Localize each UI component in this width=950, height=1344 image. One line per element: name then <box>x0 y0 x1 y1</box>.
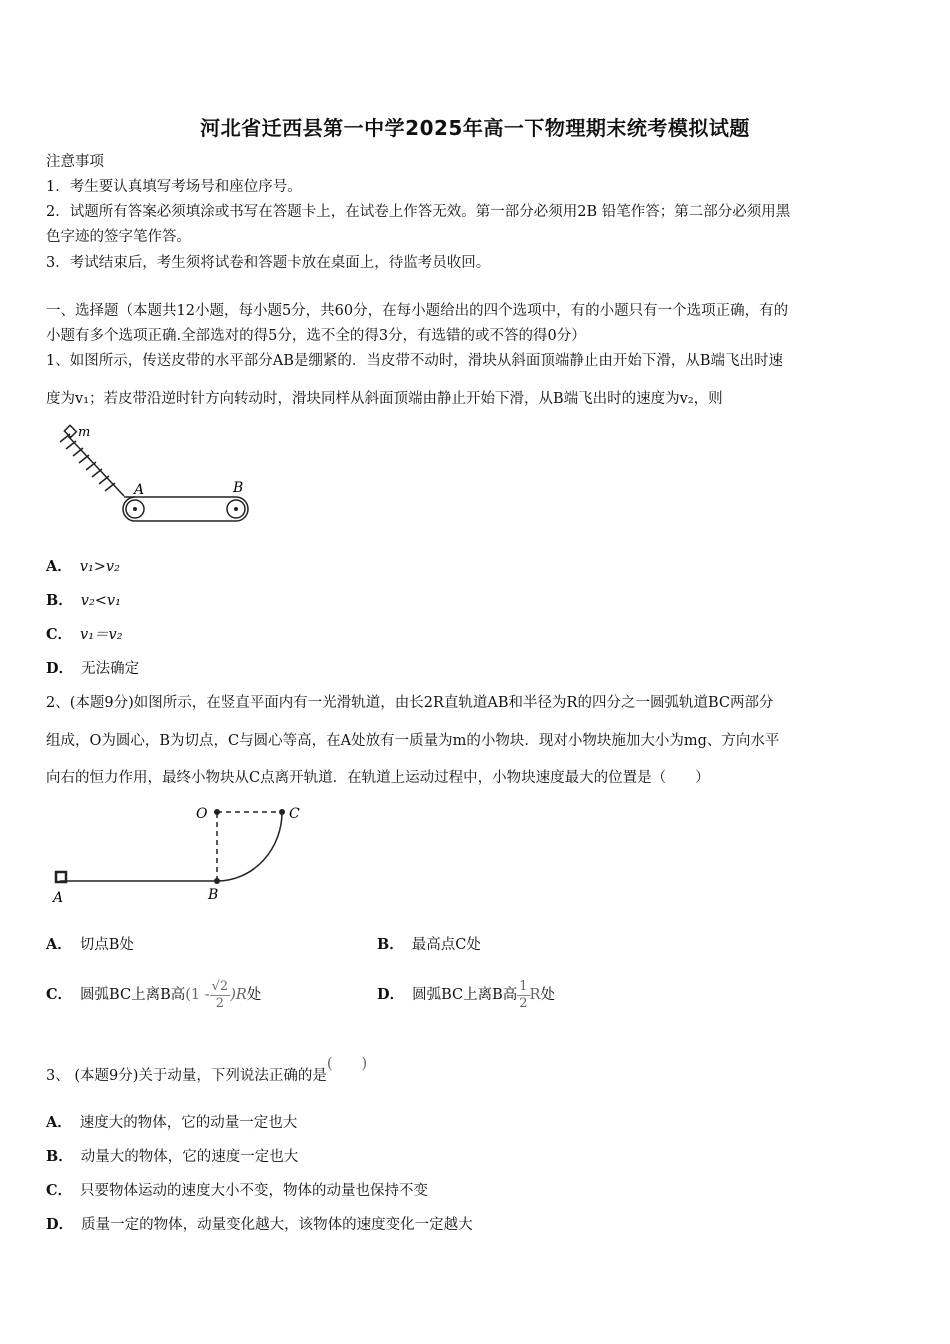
option-label: C． <box>46 626 73 643</box>
sqrt2-over-2-fraction <box>210 979 231 1012</box>
option-text: 速度大的物体，它的动量一定也大 <box>79 1115 298 1131</box>
section-heading-line: 小题有多个选项正确.全部选对的得5分，选不全的得3分，有选错的或不答的得0分） <box>46 328 586 344</box>
point-c-label: C <box>289 806 300 822</box>
notice-heading: 注意事项 <box>46 154 104 170</box>
incline-line <box>68 436 124 496</box>
q1-option-d <box>46 659 139 679</box>
fraction-numerator: √2 <box>211 978 229 994</box>
option-text-suffix: 处 <box>246 987 262 1003</box>
q1-option-c <box>46 625 123 645</box>
option-label: A． <box>46 1114 72 1131</box>
q3-stem <box>46 1056 906 1086</box>
q1-stem-line: 度为v₁；若皮带沿逆时针方向转动时，滑块同样从斜面顶端由静止开始下滑，从B端飞出时的速度为v₂，则 <box>46 391 723 407</box>
option-label: B． <box>46 592 73 609</box>
q3-option-c <box>46 1181 428 1201</box>
option-label: D． <box>46 1216 74 1233</box>
point-a-label: A <box>134 482 145 498</box>
option-text: 切点B处 <box>79 937 134 953</box>
fraction-denominator: 2 <box>215 995 225 1011</box>
math-suffix: R <box>529 987 541 1003</box>
math-suffix: )R <box>230 987 247 1003</box>
notice-item: 3．考试结束后，考生须将试卷和答题卡放在桌面上，待监考员收回。 <box>46 255 491 271</box>
option-text: 无法确定 <box>81 661 140 677</box>
q1-option-a <box>46 557 120 577</box>
q2-stem-line: 向右的恒力作用，最终小物块从C点离开轨道．在轨道上运动过程中，小物块速度最大的位置是（ ） <box>46 770 710 786</box>
q2-track-figure <box>46 800 316 910</box>
option-text: 圆弧BC上离B高 <box>80 987 186 1003</box>
option-label: C． <box>46 986 73 1003</box>
point-b-label: B <box>208 887 219 903</box>
arc-track-bc <box>217 812 282 881</box>
option-text: v₁>v₂ <box>79 559 120 575</box>
option-text: 只要物体运动的速度大小不变，物体的动量也保持不变 <box>80 1183 429 1199</box>
point-a-label: A <box>53 890 64 906</box>
q2-option-d <box>377 975 555 1015</box>
option-text: 圆弧BC上离B高 <box>412 987 518 1003</box>
point-b-label: B <box>233 480 244 496</box>
notice-item: 色字迹的签字笔作答。 <box>46 229 191 245</box>
math-prefix: (1 - <box>185 987 210 1003</box>
option-label: B． <box>46 1148 73 1165</box>
option-text: 最高点C处 <box>411 937 481 953</box>
page-title: 河北省迁西县第一中学2025年高一下物理期末统考模拟试题 <box>200 116 750 140</box>
q2-option-a <box>46 935 134 955</box>
q2-stem-line: 组成，O为圆心，B为切点，C与圆心等高，在A处放有一质量为m的小物块．现对小物块施加大小为mg、方向水平 <box>46 733 780 749</box>
fraction-denominator: 2 <box>519 995 528 1011</box>
option-text-suffix: 处 <box>540 987 555 1003</box>
option-label: A． <box>46 558 72 575</box>
notice-item: 2．试题所有答案必须填涂或书写在答题卡上，在试卷上作答无效。第一部分必须用2B 铅笔作答；第二部分必须用黑 <box>46 204 791 220</box>
q2-option-c <box>46 975 261 1015</box>
q1-stem-line: 1、如图所示，传送皮带的水平部分AB是绷紧的．当皮带不动时，滑块从斜面顶端静止由开始下滑，从B端飞出时速 <box>46 353 784 369</box>
option-label: D． <box>377 986 405 1003</box>
fraction-numerator: 1 <box>519 978 528 994</box>
option-label: B． <box>377 936 404 953</box>
section-heading-line: 一、选择题（本题共12小题，每小题5分，共60分，在每小题给出的四个选项中，有的小题只有一个选项正确，有的 <box>46 303 789 319</box>
q1-conveyor-figure <box>46 424 256 524</box>
q2-option-b <box>377 935 481 955</box>
q3-option-a <box>46 1113 297 1133</box>
point-o-label: O <box>196 806 208 822</box>
option-label: A． <box>46 936 72 953</box>
notice-item: 1．考生要认真填写考场号和座位序号。 <box>46 179 302 195</box>
q3-option-d <box>46 1215 473 1235</box>
sliding-block <box>64 425 76 437</box>
option-label: C． <box>46 1182 73 1199</box>
option-text: 质量一定的物体，动量变化越大，该物体的速度变化一定越大 <box>81 1217 473 1233</box>
q1-option-b <box>46 591 121 611</box>
one-half-fraction <box>517 979 529 1012</box>
option-label: D． <box>46 660 74 677</box>
q2-stem-line: 2、(本题9分)如图所示，在竖直平面内有一光滑轨道，由长2R直轨道AB和半径为R的四分之一圆弧轨道BC两部分 <box>46 695 774 711</box>
q3-option-b <box>46 1147 298 1167</box>
q3-stem-text: 3、 (本题9分)关于动量，下列说法正确的是 <box>46 1068 327 1084</box>
option-text: v₂<v₁ <box>80 593 121 609</box>
answer-blank: ( ) <box>326 1056 368 1072</box>
option-text: v₁＝v₂ <box>80 627 123 643</box>
mass-label: m <box>78 425 91 440</box>
option-text: 动量大的物体，它的速度一定也大 <box>80 1149 299 1165</box>
